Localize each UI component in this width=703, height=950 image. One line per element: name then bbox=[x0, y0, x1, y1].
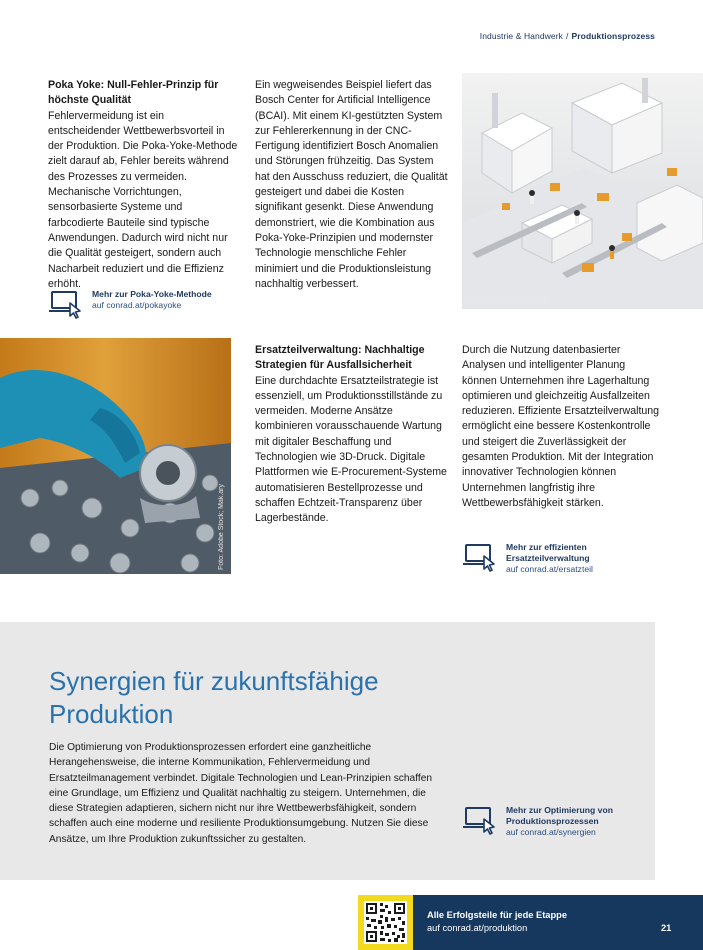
footer-url[interactable]: auf conrad.at/produktion bbox=[427, 923, 528, 933]
breadcrumb-current: Produktionsprozess bbox=[571, 31, 655, 41]
gears-image-caption: Foto: Adobe Stock; Mak.ary bbox=[218, 484, 225, 570]
poka-yoke-heading: Poka Yoke: Null-Fehler-Prinzip für höchste Qualität bbox=[48, 79, 219, 107]
synergien-link[interactable] bbox=[462, 805, 652, 838]
laptop-cursor-icon bbox=[462, 542, 498, 572]
qr-code-icon[interactable] bbox=[358, 895, 413, 950]
ersatzteil-link[interactable] bbox=[462, 542, 662, 575]
synergien-link-url[interactable]: auf conrad.at/synergien bbox=[506, 827, 596, 837]
breadcrumb-separator: / bbox=[566, 31, 569, 41]
synergien-text: Die Optimierung von Produktionsprozessen erfordert eine ganzheitliche Herangehensweise, die interne Kommunikation, Fehlervermeidung und Ersatzteilmanagement verbindet. Digitale Technologien und Lean-Prinzipien schaffen eine Grundlage, um Effizienz und Qualität nachhaltig zu steigern. Unternehmen, die diese Strategien adaptieren, sichern nicht nur ihre Wettbewerbsfähigkeit, sondern schaffen auch eine moderne und resiliente Produktionsumgebung. Nutzen Sie diese Ansätze, um Ihre Produktion zukunftssicher zu gestalten. bbox=[49, 742, 433, 845]
ersatzteil-link-url[interactable]: auf conrad.at/ersatzteil bbox=[506, 564, 593, 574]
breadcrumb-section[interactable]: Industrie & Handwerk bbox=[479, 31, 564, 41]
ersatzteil-heading: Ersatzteilverwaltung: Nachhaltige Strategien für Ausfallsicherheit bbox=[255, 344, 425, 372]
poka-yoke-link[interactable] bbox=[48, 289, 212, 319]
poka-yoke-link-title[interactable]: Mehr zur Poka-Yoke-Methode bbox=[92, 289, 212, 299]
poka-yoke-link-url[interactable]: auf conrad.at/pokayoke bbox=[92, 300, 182, 310]
synergien-title: Synergien für zukunftsfähige Produktion bbox=[49, 666, 379, 729]
gears-image bbox=[0, 338, 231, 574]
synergien-link-title[interactable]: Mehr zur Optimierung von Produktionsprozessen bbox=[506, 805, 613, 826]
page-number: 21 bbox=[661, 923, 672, 933]
footer-title: Alle Erfolgsteile für jede Etappe bbox=[427, 910, 568, 920]
ersatzteil-text: Eine durchdachte Ersatzteilstrategie ist essenziell, um Produktionsstillstände zu vermeiden. Moderne Ansätze kombinieren vorausschauende Wartung mit digitaler Beschaffung und Technologien wie 3D-Druck. Digitale Plattformen wie E-Procurement-Systeme automatisieren Bestellprozesse und schaffen Echtzeit-Transparenz über Lagerbestände. bbox=[255, 374, 447, 525]
poka-yoke-article bbox=[48, 78, 238, 292]
laptop-cursor-icon bbox=[462, 805, 498, 835]
factory-image bbox=[462, 73, 703, 309]
ersatzteil-link-title[interactable]: Mehr zur effizienten Ersatzteilverwaltung bbox=[506, 542, 590, 563]
ersatzteil-data-text: Durch die Nutzung datenbasierter Analysen und intelligenter Planung können Unternehmen ihre Lagerhaltung optimieren und gleichzeitig Ausfallzeiten reduzieren. Effiziente Ersatzteilverwaltung ermöglicht eine bessere Kostenkontrolle und steigert die Zuverlässigkeit der gesamten Produktion. Mit der Integration innovativer Technologien können Unternehmen langfristig ihre Wettbewerbsfähigkeit stärken. bbox=[462, 344, 660, 509]
bosch-example-text: Ein wegweisendes Beispiel liefert das Bosch Center for Artificial Intelligence (BCAI). Mit einem KI-gestützten System zur Fehlererkennung in der CNC-Fertigung identifiziert Bosch Anomalien und Störungen frühzeitig. Das System hat den Ausschuss reduziert, die Qualität gesteigert und dabei die Kosten signifikant gesenkt. Diese Anwendung demonstriert, wie die Kombination aus Poka-Yoke-Prinzipien und modernster Technologie menschliche Fehler minimiert und die Produktionsleistung nachhaltig verbessert. bbox=[255, 79, 448, 290]
ersatzteil-article bbox=[255, 343, 449, 527]
laptop-cursor-icon bbox=[48, 289, 84, 319]
breadcrumb bbox=[480, 31, 655, 41]
factory-image-caption: Foto: Adobe Stock; Sumet bbox=[468, 296, 550, 303]
poka-yoke-text: Fehlervermeidung ist ein entscheidender Wettbewerbsvorteil in der Produktion. Die Poka-Yoke-Methode zielt darauf ab, Fehler bereits während des Prozesses zu vermeiden. Mechanische Vorrichtungen, sensorbasierte Systeme und farbcodierte Bauteile sind typische Anwendungen. Dadurch wird nicht nur die Qualität gesteigert, sondern auch Nacharbeit reduziert und die Effizienz erhöht. bbox=[48, 109, 238, 290]
